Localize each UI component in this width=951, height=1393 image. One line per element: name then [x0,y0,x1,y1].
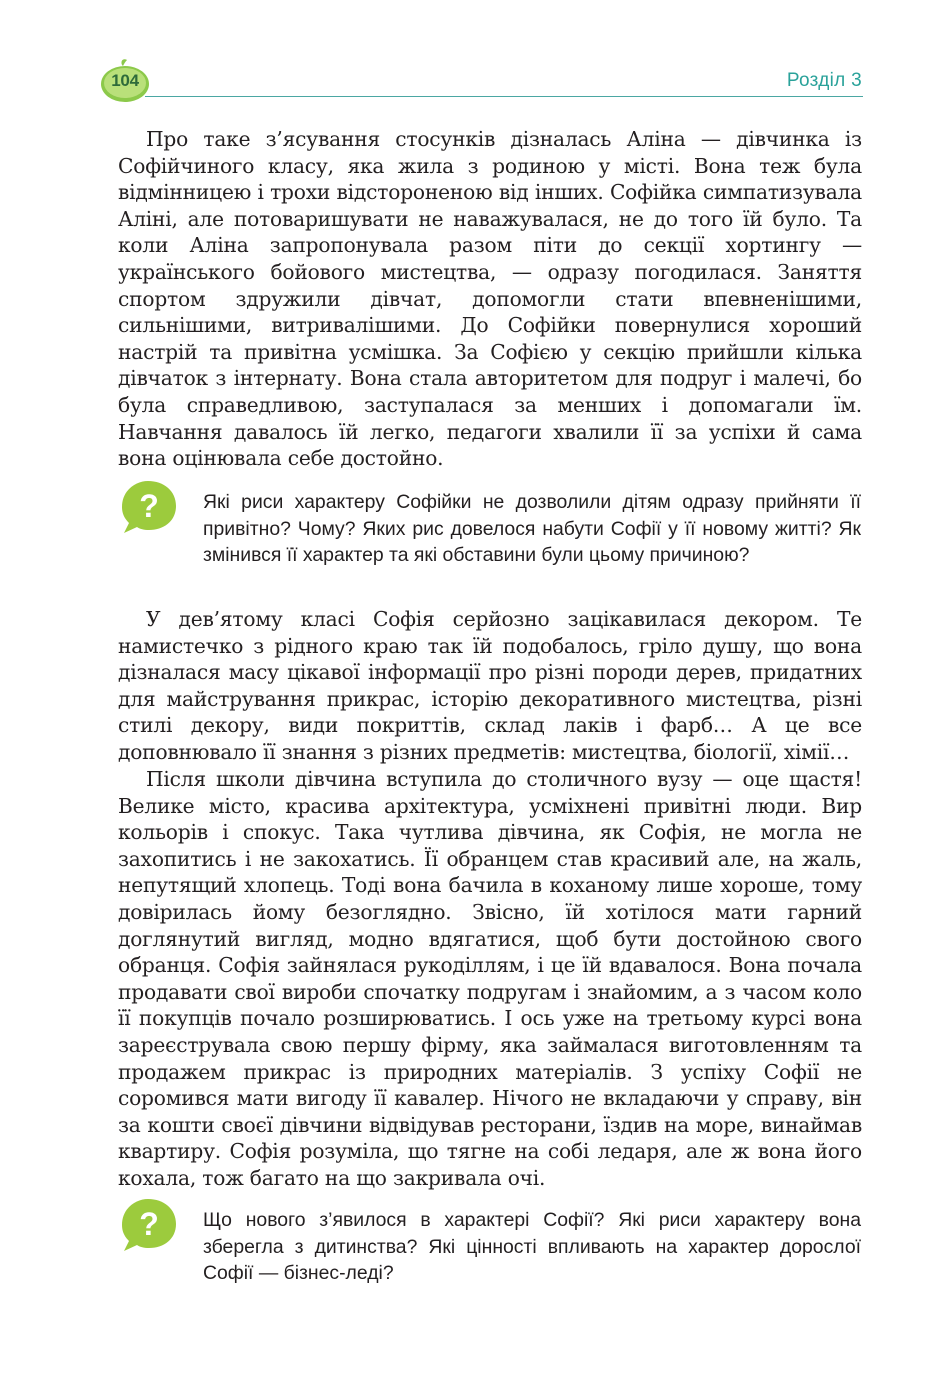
svg-text:?: ? [139,488,159,524]
question-bubble-icon [118,1198,180,1252]
header-rule [145,96,863,97]
question-bubble-icon [118,480,180,534]
body-paragraph: Про таке з’ясування стосунків дізналась Аліна — дівчинка із Софійчиного класу, яка жила з родиною у місті. Вона теж була відмінницею і трохи відстороненою від інших. Софійка симпатизувала Аліні, але потоваришувати не наважувалася, не до того їй було. Та коли Аліна запропонувала разом піти до секції хортингу — українського бойового мистецтва, — одразу погодилася. Заняття спортом здружили дівчат, допомогли стати впевненішими, сильнішими, витривалішими. До Софійки повернулися хороший настрій та привітна усмішка. За Софією у секцію прийшли кілька дівчаток з інтернату. Вона стала авторитетом для подруг і малечі, бо була справедливою, заступалася за менших і допомагали їм. Навчання давалось їй легко, педагоги хвалили її за успіхи й сама вона оцінювала себе достойно. [118,127,862,471]
body-paragraph: У дев’ятому класі Софія серйозно зацікавилася декором. Те намистечко з рідного краю так їй подобалось, гріло душу, що вона дізналася масу цікавої інформації про різні породи дерев, придатних для майстрування прикрас, історію декоративного мистецтва, різні стилі декору, види покриттів, склад лаків і фарб… А це все доповнювало її знання з різних предметів: мистецтва, біології, хімії… [118,607,862,764]
body-paragraph: Після школи дівчина вступила до столичного вузу — оце щастя! Велике місто, красива архітектура, усміхнені привітні люди. Вир кольорів і спокус. Така чутлива дівчина, як Софія, не могла не захопитись і не закохатись. Її обранцем став красивий але, на жаль, непутящий хлопець. Тоді вона бачила в коханому лише хороше, тому довірилась йому безоглядно. Звісно, їй хотілося мати гарний доглянутий вигляд, модно вдягатися, щоб бути достойною свого обранця. Софія зайнялася рукоділлям, і це їй вдавалося. Вона почала продавати свої вироби спочатку подругам і знайомим, а з часом коло її покупців почало розширюватись. І ось уже на третьому курсі вона зареєструвала свою першу фірму, яка займалася виготовленням та продажем прикрас із природних матеріалів. З успіху Софії не соромився мати вигоду її кавалер. Нічого не вкладаючи у справу, він за кошти своєї дівчини відвідував ресторани, їздив на море, винаймав квартиру. Софія розуміла, що тягне на собі ледаря, але ж вона його кохала, тож багато на що закривала очі. [118,767,862,1190]
page-number-badge [100,58,150,104]
svg-text:?: ? [139,1206,159,1242]
question-text: Що нового з’явилося в характері Софії? Які риси характеру вона зберегла з дитинства? Які цінності впливають на характер дорослої Софії — бізнес-леді? [203,1209,861,1285]
question-text: Які риси характеру Софійки не дозволили дітям одразу прийняти її привітно? Чому? Яких рис довелося набути Софії у її новому житті? Як змінився її характер та які обставини були цьому причиною? [203,491,861,567]
page-number: 104 [111,71,139,90]
section-title: Розділ 3 [786,70,862,91]
